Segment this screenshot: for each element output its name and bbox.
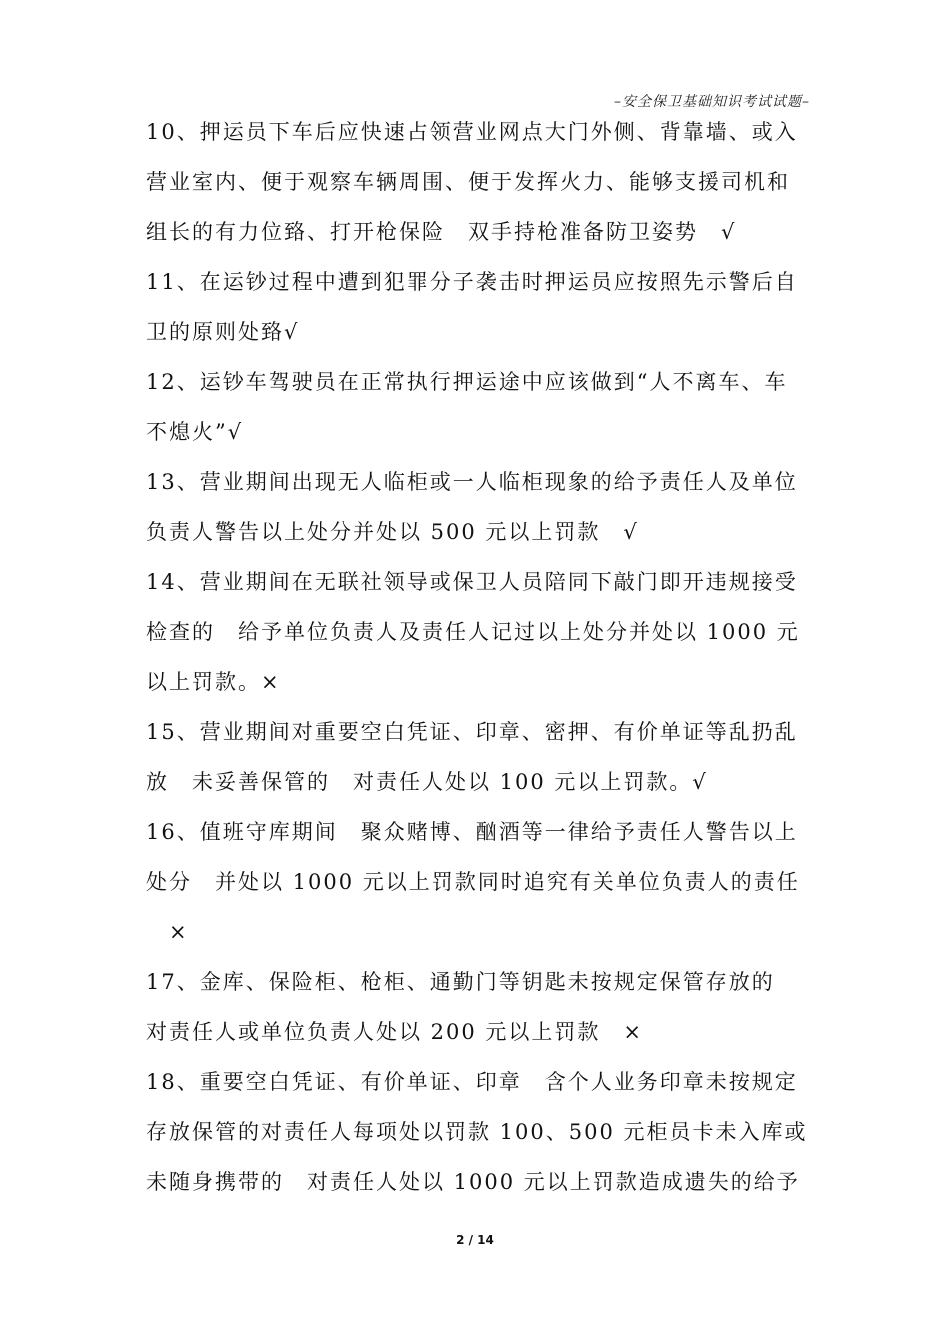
text-line: 16、值班守库期间 聚众赌博、酗酒等一律给予责任人警告以上 xyxy=(146,820,798,844)
text-line: 未随身携带的 对责任人处以 1000 元以上罚款造成遗失的给予 xyxy=(146,1170,800,1194)
text-line: × xyxy=(146,920,189,944)
text-line: 组长的有力位臵、打开枪保险 双手持枪准备防卫姿势 √ xyxy=(146,220,737,244)
document-body xyxy=(146,107,816,1207)
text-line: 放 未妥善保管的 对责任人处以 100 元以上罚款。√ xyxy=(146,770,708,794)
text-line: 检查的 给予单位负责人及责任人记过以上处分并处以 1000 元 xyxy=(146,620,800,644)
text-line: 13、营业期间出现无人临柜或一人临柜现象的给予责任人及单位 xyxy=(146,470,798,494)
text-line: 12、运钞车驾驶员在正常执行押运途中应该做到“人不离车、车 xyxy=(146,370,788,394)
text-line: 不熄火”√ xyxy=(146,420,244,444)
text-line: 对责任人或单位负责人处以 200 元以上罚款 × xyxy=(146,1020,644,1044)
text-line: 以上罚款。× xyxy=(146,670,281,694)
text-line: 处分 并处以 1000 元以上罚款同时追究有关单位负责人的责任 xyxy=(146,870,800,894)
text-line: 存放保管的对责任人每项处以罚款 100、500 元柜员卡未入库或 xyxy=(146,1120,808,1144)
text-line: 14、营业期间在无联社领导或保卫人员陪同下敲门即开违规接受 xyxy=(146,570,798,594)
text-line: 营业室内、便于观察车辆周围、便于发挥火力、能够支援司机和 xyxy=(146,170,790,194)
text-line: 卫的原则处臵√ xyxy=(146,320,300,344)
text-line: 10、押运员下车后应快速占领营业网点大门外侧、背靠墙、或入 xyxy=(146,120,798,144)
text-line: 11、在运钞过程中遭到犯罪分子袭击时押运员应按照先示警后自 xyxy=(146,270,798,294)
page-number: 2 / 14 xyxy=(456,1233,494,1247)
text-line: 18、重要空白凭证、有价单证、印章 含个人业务印章未按规定 xyxy=(146,1070,798,1094)
text-line: 17、金库、保险柜、枪柜、通勤门等钥匙未按规定保管存放的 xyxy=(146,970,775,994)
document-header: –安全保卫基础知识考试试题– xyxy=(614,94,810,110)
text-line: 15、营业期间对重要空白凭证、印章、密押、有价单证等乱扔乱 xyxy=(146,720,798,744)
text-line: 负责人警告以上处分并处以 500 元以上罚款 √ xyxy=(146,520,639,544)
